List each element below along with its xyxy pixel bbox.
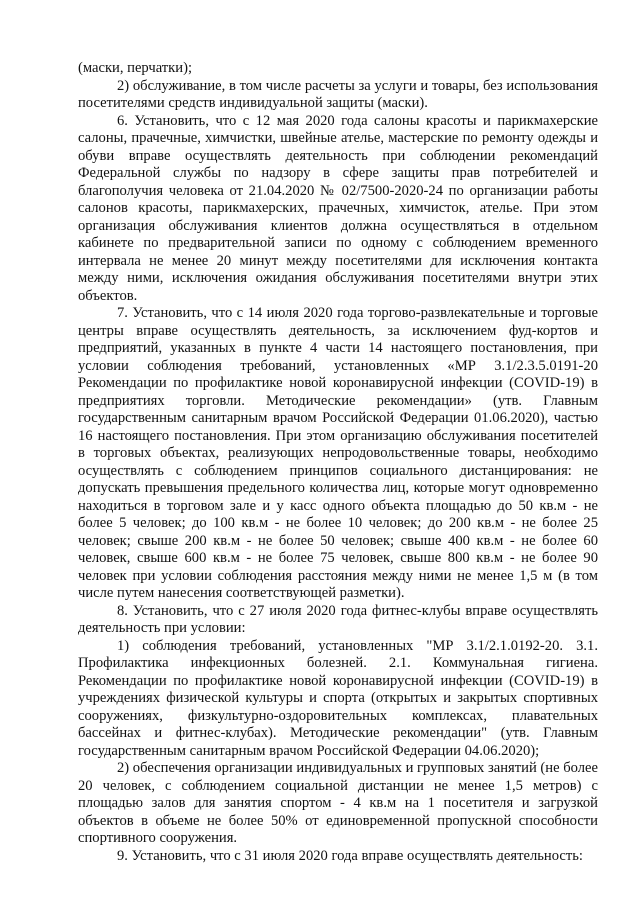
paragraph-item-6: 6. Установить, что с 12 мая 2020 года салоны красоты и парикмахерские салоны, прачечные, химчистки, швейные ателье, мастерские по ремонту одежды и обуви вправе осуществлять деятельность при соблюдении рекомендаций Федеральной службы по надзору в сфере защиты прав потребителей и благополучия человека от 21.04.2020 № 02/7500-2020-24 по организации работы салонов красоты, парикмахерских, прачечных, химчисток, ателье. При этом организация обслуживания клиентов должна осуществляться в отдельном кабинете по предварительной записи по одному с соблюдением временного интервала не менее 20 минут между посетителями для исключения контакта между ними, исключения ожидания обслуживания посетителями внутри этих объектов.	[78, 112, 598, 304]
paragraph-ppe-continuation: (маски, перчатки);	[78, 60, 192, 76]
document-page	[78, 60, 598, 865]
paragraph-item-8-1: 1) соблюдения требований, установленных "МР 3.1/2.1.0192-20. 3.1. Профилактика инфекционных болезней. 2.1. Коммунальная гигиена. Рекомендации по профилактике новой коронавирусной инфекции (COVID-19) в учреждениях физической культуры и спорта (открытых и закрытых спортивных сооружениях, физкультурно-оздоровительных комплексах, плавательных бассейнах и фитнес-клубах). Методические рекомендации" (утв. Главным государственным санитарным врачом Российской Федерации 04.06.2020);	[78, 637, 598, 759]
paragraph-item-8: 8. Установить, что с 27 июля 2020 года фитнес-клубы вправе осуществлять деятельность при условии:	[78, 602, 598, 636]
paragraph-item-8-2: 2) обеспечения организации индивидуальных и групповых занятий (не более 20 человек, с соблюдением социальной дистанции не менее 1,5 метров) с площадью залов для занятия спортом - 4 кв.м на 1 посетителя и загрузкой объектов в объеме не более 50% от единовременной пропускной способности спортивного сооружения.	[78, 760, 598, 846]
paragraph-service-without-masks: 2) обслуживание, в том числе расчеты за услуги и товары, без использования посетителями средств индивидуальной защиты (маски).	[78, 77, 598, 111]
paragraph-item-9: 9. Установить, что с 31 июля 2020 года вправе осуществлять деятельность:	[117, 847, 583, 864]
paragraph-item-7: 7. Установить, что с 14 июля 2020 года торгово-развлекательные и торговые центры вправе осуществлять деятельность, за исключением фуд-кортов и предприятий, указанных в пункте 4 части 14 настоящего постановления, при условии соблюдения требований, установленных «МР 3.1/2.3.5.0191-20 Рекомендации по профилактике новой коронавирусной инфекции (COVID-19) в предприятиях торговли. Методические рекомендации» (утв. Главным государственным санитарным врачом Российской Федерации 01.06.2020), частью 16 настоящего постановления. При этом организацию обслуживания посетителей в торговых объектах, реализующих непродовольственные товары, необходимо осуществлять с соблюдением принципов социального дистанцирования: не допускать превышения предельного количества лиц, которые могут одновременно находиться в торговом зале и у касс одного объекта площадью до 50 кв.м - не более 5 человек; до 100 кв.м - не более 10 человек; до 200 кв.м - не более 25 человек; свыше 200 кв.м - не более 50 человек; свыше 400 кв.м - не более 60 человек, свыше 600 кв.м - не более 75 человек, свыше 800 кв.м - не более 90 человек при условии соблюдения расстояния между ними не менее 1,5 м (в том числе путем нанесения соответствующей разметки).	[78, 305, 598, 601]
